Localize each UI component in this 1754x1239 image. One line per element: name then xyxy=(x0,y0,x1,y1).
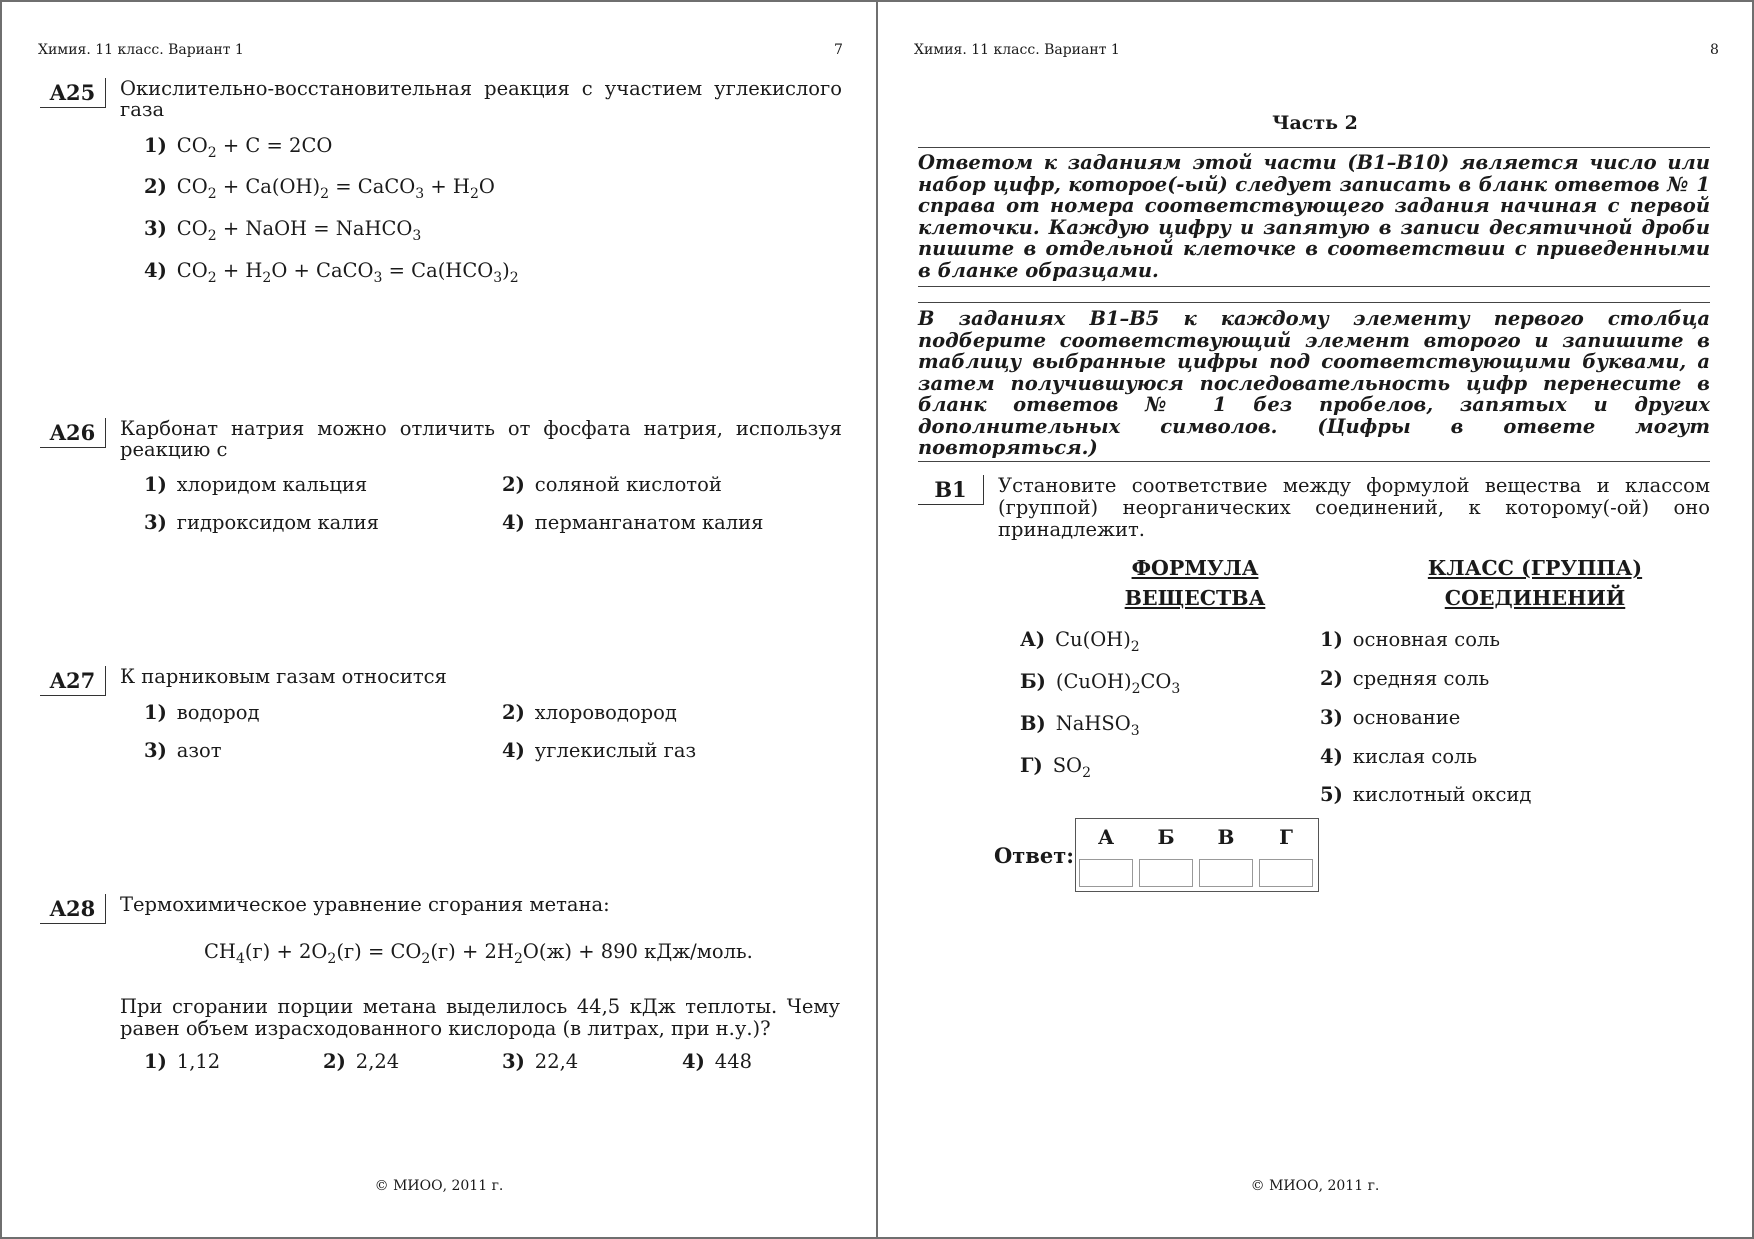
task-number: A25 xyxy=(40,78,106,108)
formula-item: В) NaHSO$_3$ xyxy=(1020,712,1140,739)
question-text: Окислительно-восстановительная реакция с участием углекислого газа xyxy=(120,77,842,121)
class-item: 3) основание xyxy=(1320,706,1461,729)
task-number: A27 xyxy=(40,666,106,696)
page-footer: © МИОО, 2011 г. xyxy=(1250,1178,1380,1194)
option: 3) азот xyxy=(144,739,222,762)
column-head-formula: ФОРМУЛА ВЕЩЕСТВА xyxy=(1124,556,1266,610)
question-text: Термохимическое уравнение сгорания метана: xyxy=(120,893,610,916)
question-text: К парниковым газам относится xyxy=(120,665,447,688)
formula-item: Г) $SO_2$ xyxy=(1020,754,1091,781)
answer-table xyxy=(1075,818,1319,892)
option: 4) 448 xyxy=(682,1050,753,1073)
instruction-block: В заданиях В1–В5 к каждому элементу первого столбца подберите соответствующий элемент второго и запишите в таблицу выбранные цифры под соответствующими буквами, а затем получившуюся последовательность цифр перенесите в бланк ответов № 1 без пробелов, запятых и других дополнительных символов. (Цифры в ответе могут повторяться.) xyxy=(918,307,1710,459)
answer-letter: А xyxy=(1097,825,1115,849)
task-a26 xyxy=(40,418,842,460)
task-number: A26 xyxy=(40,418,106,448)
option: 2) $CO_2 + Ca(OH)_2$ = CaCO$_3$ + $H_2O$ xyxy=(144,175,495,202)
class-item: 5) кислотный оксид xyxy=(1320,783,1532,806)
divider xyxy=(918,147,1710,148)
class-item: 4) кислая соль xyxy=(1320,745,1478,768)
task-a27 xyxy=(40,665,842,693)
page-header: Химия. 11 класс. Вариант 1 xyxy=(914,42,1120,58)
equation: $CH_4(г) + 2O_2(г) = CO_2(г) + 2H_2O(ж) + 890$ кДж/моль. xyxy=(204,940,753,967)
answer-cell-a[interactable] xyxy=(1079,859,1133,887)
task-b1 xyxy=(918,475,1710,541)
task-number: A28 xyxy=(40,894,106,924)
page-number: 8 xyxy=(1710,42,1719,58)
option: 1) 1,12 xyxy=(144,1050,221,1073)
option: 1) водород xyxy=(144,701,260,724)
instruction-block: Ответом к заданиям этой части (В1–В10) является число или набор цифр, которое(-ый) следует записать в бланк ответов № 1 справа от номера соответствующего задания начиная с первой клеточки. Каждую цифру и запятую в записи десятичной дроби пишите в отдельной клеточке в соответствии с приведенными в бланке образцами. xyxy=(918,151,1710,282)
question-text-2: При сгорании порции метана выделилось 44,5 кДж теплоты. Чему равен объем израсходованного кислорода (в литрах, при н.у.)? xyxy=(120,995,840,1040)
option: 3) гидроксидом калия xyxy=(144,511,379,534)
task-a25 xyxy=(40,78,842,120)
formula-item: А) $Cu(OH)_2$ xyxy=(1020,628,1140,655)
column-head-class: КЛАСС (ГРУППА) СОЕДИНЕНИЙ xyxy=(1427,556,1643,610)
option: 2) 2,24 xyxy=(323,1050,400,1073)
divider xyxy=(918,461,1710,462)
answer-label: Ответ: xyxy=(994,843,1075,868)
answer-cell-b[interactable] xyxy=(1139,859,1193,887)
option: 3) $CO_2$ + NaOH = NaHCO$_3$ xyxy=(144,217,422,244)
page-footer: © МИОО, 2011 г. xyxy=(374,1178,504,1194)
task-a28 xyxy=(40,893,842,921)
option: 4) перманганатом калия xyxy=(502,511,764,534)
option: 4) углекислый газ xyxy=(502,739,697,762)
option: 3) 22,4 xyxy=(502,1050,579,1073)
option: 1) хлоридом кальция xyxy=(144,473,368,496)
answer-letter: В xyxy=(1217,825,1235,849)
divider xyxy=(918,302,1710,303)
option: 4) $CO_2 + H_2O$ + CaCO$_3$ = $Ca(HCO_3)_2$ xyxy=(144,259,519,286)
page-8 xyxy=(876,0,1754,1239)
answer-cell-g[interactable] xyxy=(1259,859,1313,887)
question-text: Установите соответствие между формулой вещества и классом (группой) неорганических соединений, к которому(-ой) оно принадлежит. xyxy=(998,474,1710,541)
formula-item: Б) $(CuOH)_2CO_3$ xyxy=(1020,670,1181,697)
question-text: Карбонат натрия можно отличить от фосфата натрия, используя реакцию с xyxy=(120,417,842,461)
part-title: Часть 2 xyxy=(1272,112,1358,134)
answer-cell-v[interactable] xyxy=(1199,859,1253,887)
class-item: 2) средняя соль xyxy=(1320,667,1490,690)
option: 1) $CO_2 + C = 2CO$ xyxy=(144,134,333,161)
answer-letter: Б xyxy=(1157,825,1175,849)
divider xyxy=(918,286,1710,287)
option: 2) соляной кислотой xyxy=(502,473,722,496)
option: 2) хлороводород xyxy=(502,701,677,724)
class-item: 1) основная соль xyxy=(1320,628,1500,651)
page-number: 7 xyxy=(834,42,843,58)
answer-letter: Г xyxy=(1279,825,1293,849)
page-header: Химия. 11 класс. Вариант 1 xyxy=(38,42,244,58)
task-number: В1 xyxy=(918,475,984,505)
